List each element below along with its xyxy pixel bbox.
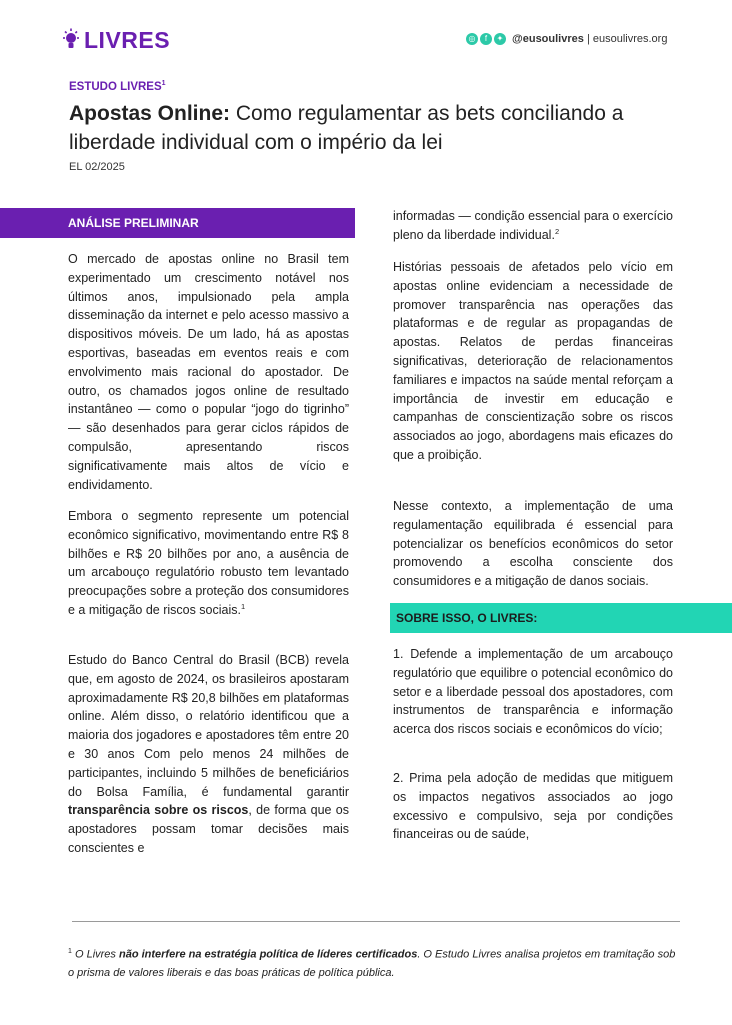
social-links — [466, 33, 667, 45]
footnote-lead: O Livres — [71, 948, 119, 961]
section-heading-analysis: ANÁLISE PRELIMINAR — [68, 216, 199, 230]
twitter-icon[interactable]: ✦ — [494, 33, 506, 45]
col1-paragraph-1: O mercado de apostas online no Brasil tem experimentado um crescimento notável nos últimos anos, impulsionado pela ampla disseminação da internet e pelo acesso massivo a dispositivos móveis. De um lado, há as apostas esportivas, baseadas em eventos reais e com envolvimento mais racional do apostador. De outro, os chamados jogos online de resultado instantâneo — como o popular “jogo do tigrinho” — são desenhados para gerar ciclos rápidos de compulsão, apresentando riscos significativamente mais altos de vício e endividamento. — [68, 252, 349, 492]
lightbulb-icon — [62, 28, 80, 52]
col1-paragraph-3 — [68, 651, 349, 858]
livres-logo — [62, 26, 170, 54]
social-text — [512, 33, 667, 45]
col1-p2-text: Embora o segmento represente um potencial econômico significativo, movimentando entre R$ 8 bilhões e R$ 20 bilhões por ano, a ausência de um arcabouço regulatório robusto tem levantado preocupações sobre a proteção dos consumidores e a mitigação de riscos sociais. — [68, 509, 349, 617]
website-link[interactable]: eusoulivres.org — [592, 33, 668, 45]
col2-paragraph-1 — [393, 207, 673, 245]
col2-paragraph-3: Nesse contexto, a implementação de uma regulamentação equilibrada é essencial para potencializar os benefícios econômicos do setor promovendo a escolha consciente dos consumidores e a mitigação de danos sociais. — [393, 499, 673, 589]
footnote-divider — [72, 921, 680, 922]
col2-p1-note: 2 — [554, 226, 560, 236]
footnote-marker: 1 — [68, 948, 72, 955]
page-title — [69, 99, 689, 157]
logo-text: LIVRES — [84, 26, 171, 53]
position-item-1: 1. Defende a implementação de um arcabouço regulatório que equilibre o potencial econômico do setor e a liberdade pessoal dos apostadores, com instrumentos de transparência e informação acerca dos riscos sociais e econômicos do vício; — [393, 647, 673, 737]
facebook-icon[interactable]: f — [480, 33, 492, 45]
title-bold: Apostas Online: — [69, 102, 231, 125]
col2-p1-text: informadas — condição essencial para o exercício pleno da liberdade individual. — [393, 209, 673, 242]
col1-paragraph-2 — [68, 507, 349, 620]
footnote — [68, 943, 678, 982]
section-bar-analysis — [0, 208, 355, 238]
study-kicker — [69, 80, 166, 93]
col1-p2-note: 1 — [241, 601, 246, 611]
col1-p3-bold: transparência sobre os riscos — [68, 803, 249, 818]
kicker-note-marker: 1 — [161, 80, 166, 87]
col1-p3-end: , de forma que os apostadores possam tomar decisões mais conscientes e — [68, 803, 350, 855]
footnote-rest: . O Estudo Livres analisa projetos em tramitação sob o prisma de valores liberais e das boas práticas de política pública. — [68, 948, 676, 979]
document-code: EL 02/2025 — [69, 161, 125, 173]
position-item-2: 2. Prima pela adoção de medidas que mitiguem os impactos negativos associados ao jogo excessivo e compulsivo, seja por condições financeiras ou de saúde, — [393, 771, 673, 842]
social-separator: | — [586, 33, 590, 45]
social-handle[interactable]: @eusoulivres — [512, 33, 584, 45]
section-bar-livres — [390, 603, 732, 633]
col1-p3-start: Estudo do Banco Central do Brasil (BCB) revela que, em agosto de 2024, os brasileiros apostaram aproximadamente R$ 20,8 bilhões em plataformas online. Além disso, o relatório identificou que a maioria dos jogadores e apostadores têm entre 20 e 30 anos Com pelo menos 24 milhões de participantes, incluindo 5 milhões de beneficiários do Bolsa Família, é fundamental garantir — [68, 653, 349, 799]
col2-paragraph-2: Histórias pessoais de afetados pelo vício em apostas online evidenciam a necessidade de promover transparência nas operações das plataformas e de regular as propagandas de apostas. Relatos de perdas financeiras significativas, deterioração de relacionamentos familiares e impactos na saúde mental reforçam a importância de investir em educação e campanhas de conscientização sobre os riscos associados ao jogo, abordagens mais eficazes do que a proibição. — [393, 260, 673, 462]
instagram-icon[interactable]: ◎ — [466, 33, 478, 45]
kicker-label: ESTUDO LIVRES — [69, 80, 162, 93]
title-rest: Como regulamentar as bets conciliando a liberdade individual com o império da lei — [69, 102, 624, 154]
section-heading-livres: SOBRE ISSO, O LIVRES: — [396, 611, 538, 625]
footnote-bold: não interfere na estratégia política de líderes certificados — [118, 948, 418, 961]
